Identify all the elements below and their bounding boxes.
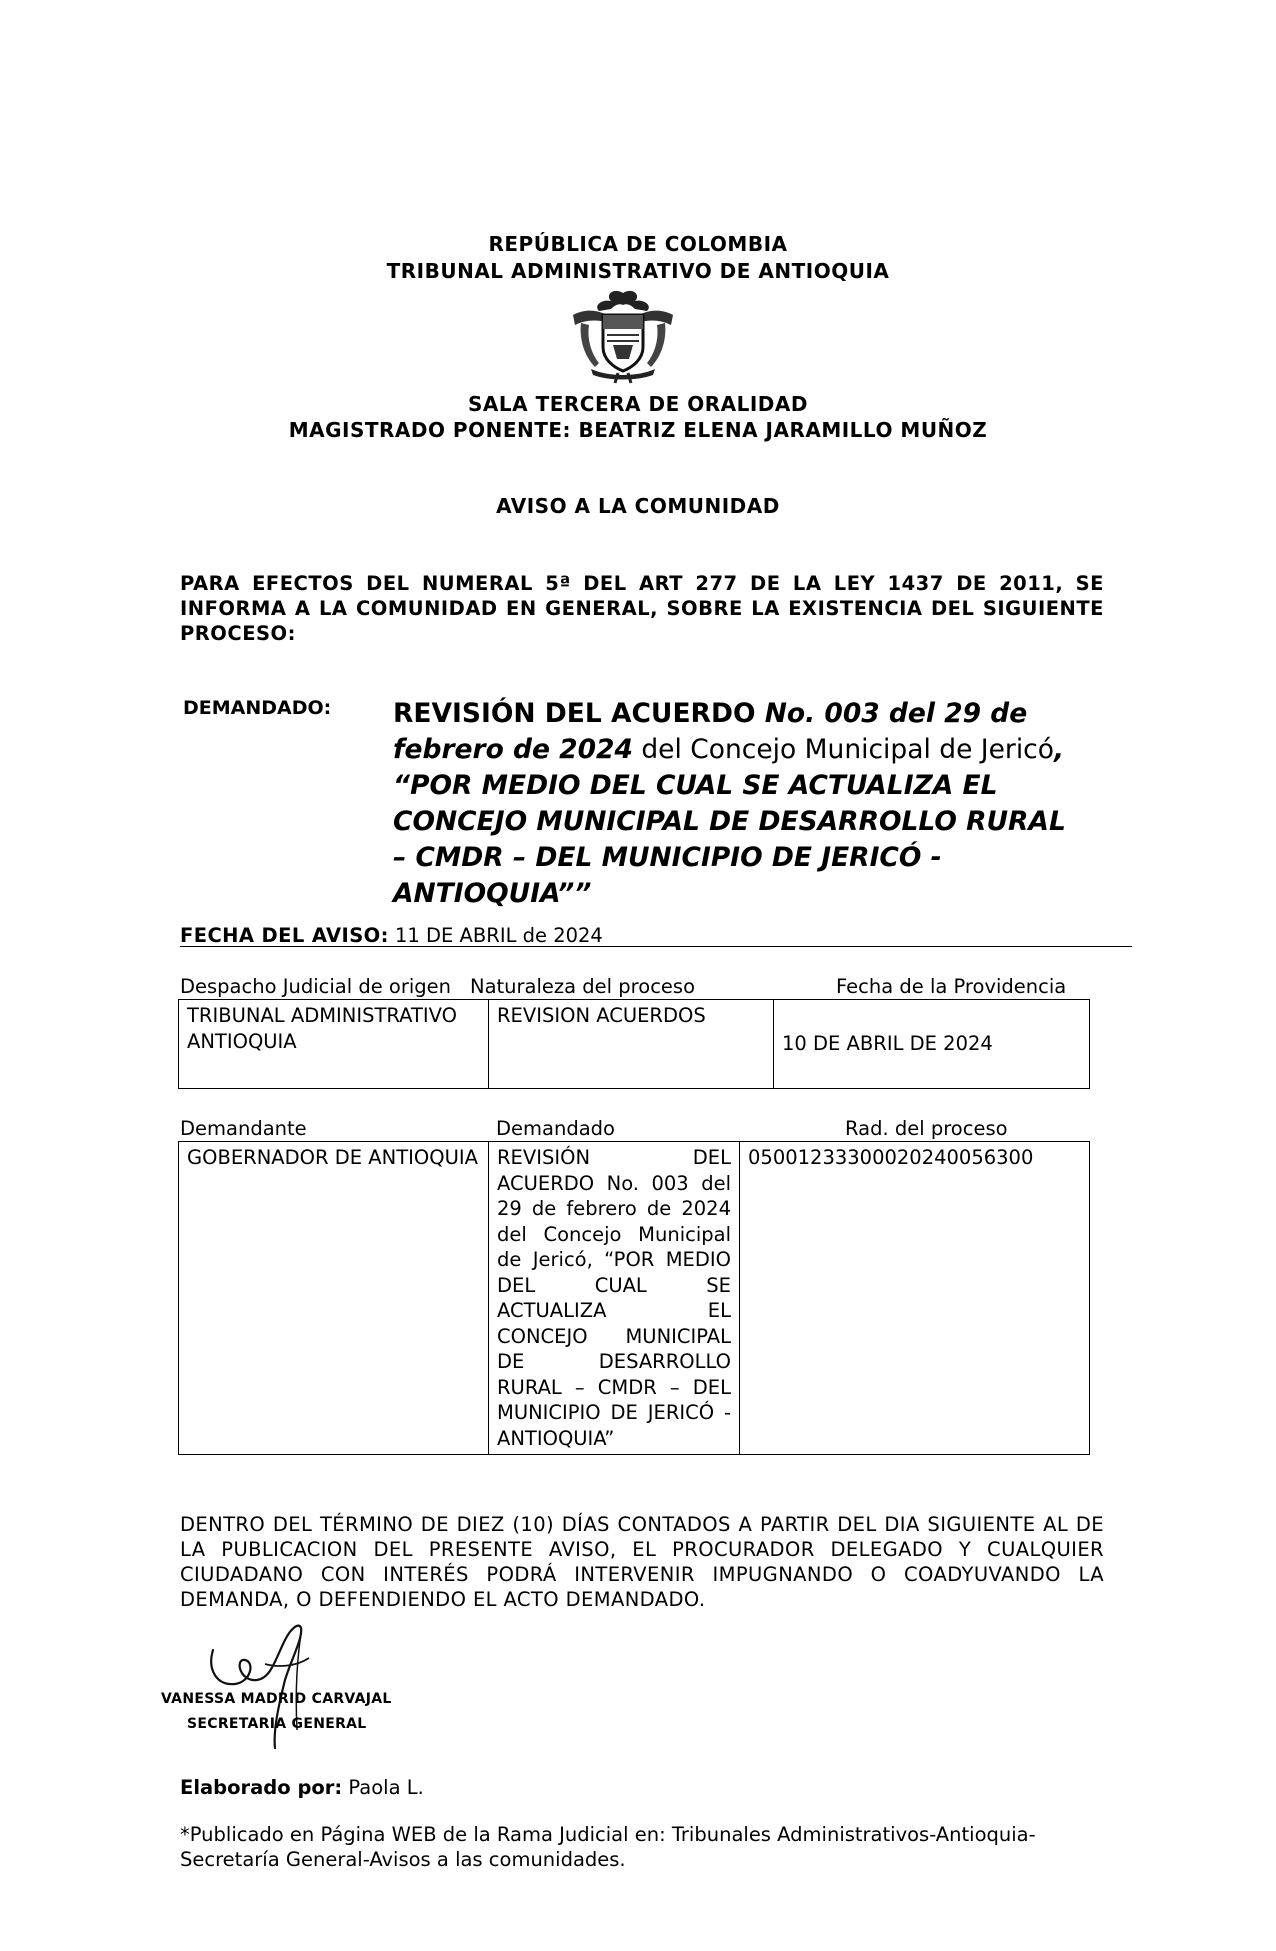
fecha-aviso-label: FECHA DEL AVISO: xyxy=(180,924,389,947)
table1-cell-fecha: 10 DE ABRIL DE 2024 xyxy=(774,1000,1090,1089)
table1-cell-naturaleza: REVISION ACUERDOS xyxy=(489,1000,774,1089)
table2-cell-demandado xyxy=(489,1142,740,1455)
fecha-underline xyxy=(180,946,1132,947)
table2-header-demandado: Demandado xyxy=(496,1117,615,1140)
demandado-part-3: del Concejo Municipal de Jericó xyxy=(632,734,1054,765)
table1-header-despacho: Despacho Judicial de origen xyxy=(180,975,451,998)
republic-heading: REPÚBLICA DE COLOMBIA xyxy=(488,232,788,256)
aviso-title: AVISO A LA COMUNIDAD xyxy=(496,494,780,518)
demandado-part-4: , “POR MEDIO DEL CUAL SE ACTUALIZA EL CONCEJO MUNICIPAL DE DESARROLLO RURAL – CMDR – DEL MUNICIPIO DE JERICÓ - ANTIOQUIA”” xyxy=(393,734,1066,909)
elaborado-line xyxy=(180,1776,424,1799)
intro-paragraph: PARA EFECTOS DEL NUMERAL 5ª DEL ART 277 DE LA LEY 1437 DE 2011, SE INFORMA A LA COMUNIDAD EN GENERAL, SOBRE LA EXISTENCIA DEL SIGUIENTE PROCESO: xyxy=(180,572,1104,645)
sala-heading: SALA TERCERA DE ORALIDAD xyxy=(468,392,808,416)
demandado-part-2: No. 003 del 29 de febrero de 2024 xyxy=(393,698,1028,765)
table2-header-demandante: Demandante xyxy=(180,1117,307,1140)
elaborado-value: Paola L. xyxy=(348,1776,424,1799)
demandado-part-1: REVISIÓN DEL ACUERDO xyxy=(393,698,765,729)
table1-header-fecha: Fecha de la Providencia xyxy=(836,975,1067,998)
demandado-label: DEMANDADO: xyxy=(183,697,332,719)
table2-cell-rad: 05001233300020240056300 xyxy=(740,1142,1090,1455)
table-row xyxy=(179,1142,1090,1455)
demandado-description xyxy=(393,696,1085,912)
signer-name: VANESSA MADRID CARVAJAL xyxy=(161,1691,392,1707)
table2 xyxy=(178,1141,1090,1455)
table1-cell-despacho: TRIBUNAL ADMINISTRATIVO ANTIOQUIA xyxy=(179,1000,489,1089)
table-row xyxy=(179,1000,1090,1089)
table1 xyxy=(178,999,1090,1089)
footnote: *Publicado en Página WEB de la Rama Judicial en: Tribunales Administrativos-Antioquia-Secretaría General-Avisos a las comunidades. xyxy=(180,1823,1036,1871)
fecha-aviso xyxy=(180,924,603,947)
table1-header-naturaleza: Naturaleza del proceso xyxy=(470,975,696,998)
closing-paragraph: DENTRO DEL TÉRMINO DE DIEZ (10) DÍAS CONTADOS A PARTIR DEL DIA SIGUIENTE AL DE LA PUBLICACION DEL PRESENTE AVISO, EL PROCURADOR DELEGADO Y CUALQUIER CIUDADANO CON INTERÉS PODRÁ INTERVENIR IMPUGNANDO O COADYUVANDO LA DEMANDA, O DEFENDIENDO EL ACTO DEMANDADO. xyxy=(180,1513,1104,1611)
table2-header-rad: Rad. del proceso xyxy=(845,1117,1008,1140)
fecha-aviso-value: 11 DE ABRIL de 2024 xyxy=(395,924,603,947)
signer-role: SECRETARIA GENERAL xyxy=(187,1716,367,1732)
tribunal-heading: TRIBUNAL ADMINISTRATIVO DE ANTIOQUIA xyxy=(386,259,890,283)
table2-cell-demandante: GOBERNADOR DE ANTIOQUIA xyxy=(179,1142,489,1455)
magistrado-heading: MAGISTRADO PONENTE: BEATRIZ ELENA JARAMILLO MUÑOZ xyxy=(288,418,988,442)
coat-of-arms-icon xyxy=(563,285,683,385)
elaborado-label: Elaborado por: xyxy=(180,1776,343,1799)
table2-cell-demandado-text: REVISIÓN DEL ACUERDO No. 003 del 29 de febrero de 2024 del Concejo Municipal de Jericó, “POR MEDIO DEL CUAL SE ACTUALIZA EL CONCEJO MUNICIPAL DE DESARROLLO RURAL – CMDR – DEL MUNICIPIO DE JERICÓ - ANTIOQUIA” xyxy=(497,1146,731,1450)
